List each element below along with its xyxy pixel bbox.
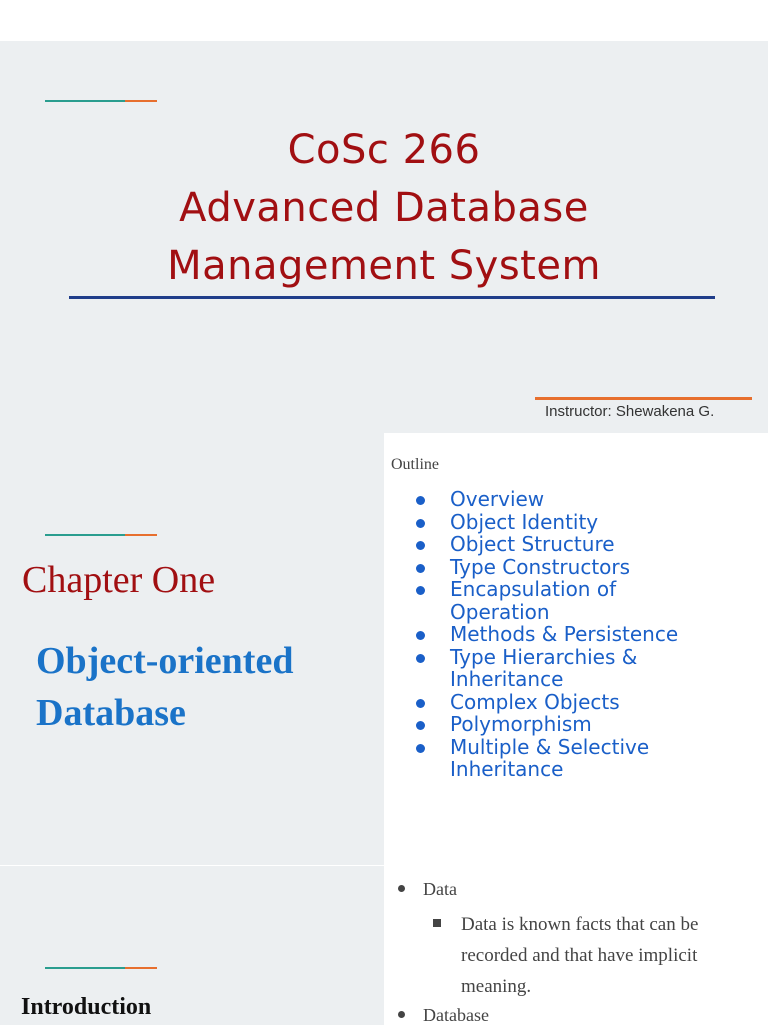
term-database: Database: [423, 1005, 489, 1025]
chapter-topic-line2: Database: [36, 692, 186, 734]
bullet-icon: [416, 699, 425, 708]
outline-item: Object Identity: [414, 511, 760, 534]
bullet-icon: [398, 885, 405, 892]
square-bullet-icon: [433, 919, 441, 927]
bullet-icon: [416, 519, 425, 528]
term-data: Data: [423, 879, 457, 899]
outline-item: Methods & Persistence: [414, 623, 760, 646]
bullet-icon: [416, 721, 425, 730]
outline-item: Encapsulation of Operation: [414, 578, 680, 623]
instructor-name: Instructor: Shewakena G.: [545, 403, 715, 420]
outline-label: Outline: [391, 456, 439, 473]
desc-line: meaning.: [461, 976, 532, 997]
outline-list: [414, 488, 760, 781]
definition-database: [398, 1005, 489, 1026]
outline-panel: [384, 433, 768, 865]
bullet-icon: [416, 586, 425, 595]
chapter-topic: [36, 635, 293, 739]
chapter-topic-line1: Object-oriented: [36, 640, 294, 682]
outline-item: Object Structure: [414, 533, 760, 556]
outline-item: Type Hierarchies & Inheritance: [414, 646, 700, 691]
title-accent-line: [45, 100, 157, 102]
bullet-icon: [398, 1011, 405, 1018]
bullet-icon: [416, 744, 425, 753]
bullet-icon: [416, 496, 425, 505]
outline-item: Polymorphism: [414, 713, 760, 736]
intro-accent-line: [45, 967, 157, 969]
desc-line: Data is known facts that can be: [461, 914, 699, 935]
chapter-number: Chapter One: [22, 559, 216, 601]
definition-data: [398, 879, 457, 900]
outline-item: Multiple & Selective Inheritance: [414, 736, 710, 781]
desc-line: recorded and that have implicit: [461, 945, 698, 966]
outline-item: Complex Objects: [414, 691, 760, 714]
bullet-icon: [416, 631, 425, 640]
bullet-icon: [416, 654, 425, 663]
course-code: CoSc 266: [287, 127, 481, 173]
instructor-rule: [535, 397, 752, 400]
definition-data-text: [433, 909, 698, 1002]
chapter-accent-line: [45, 534, 157, 536]
course-title-line2: Management System: [167, 243, 601, 289]
introduction-slide: [0, 865, 384, 1025]
bullet-icon: [416, 564, 425, 573]
outline-item: Type Constructors: [414, 556, 760, 579]
title-underline: [69, 296, 715, 299]
definitions-panel: [384, 865, 768, 1024]
introduction-heading: Introduction: [21, 994, 152, 1020]
chapter-slide: [0, 433, 384, 865]
bullet-icon: [416, 541, 425, 550]
title-slide: [0, 41, 768, 433]
course-title-line1: Advanced Database: [179, 185, 589, 231]
outline-item: Overview: [414, 488, 760, 511]
